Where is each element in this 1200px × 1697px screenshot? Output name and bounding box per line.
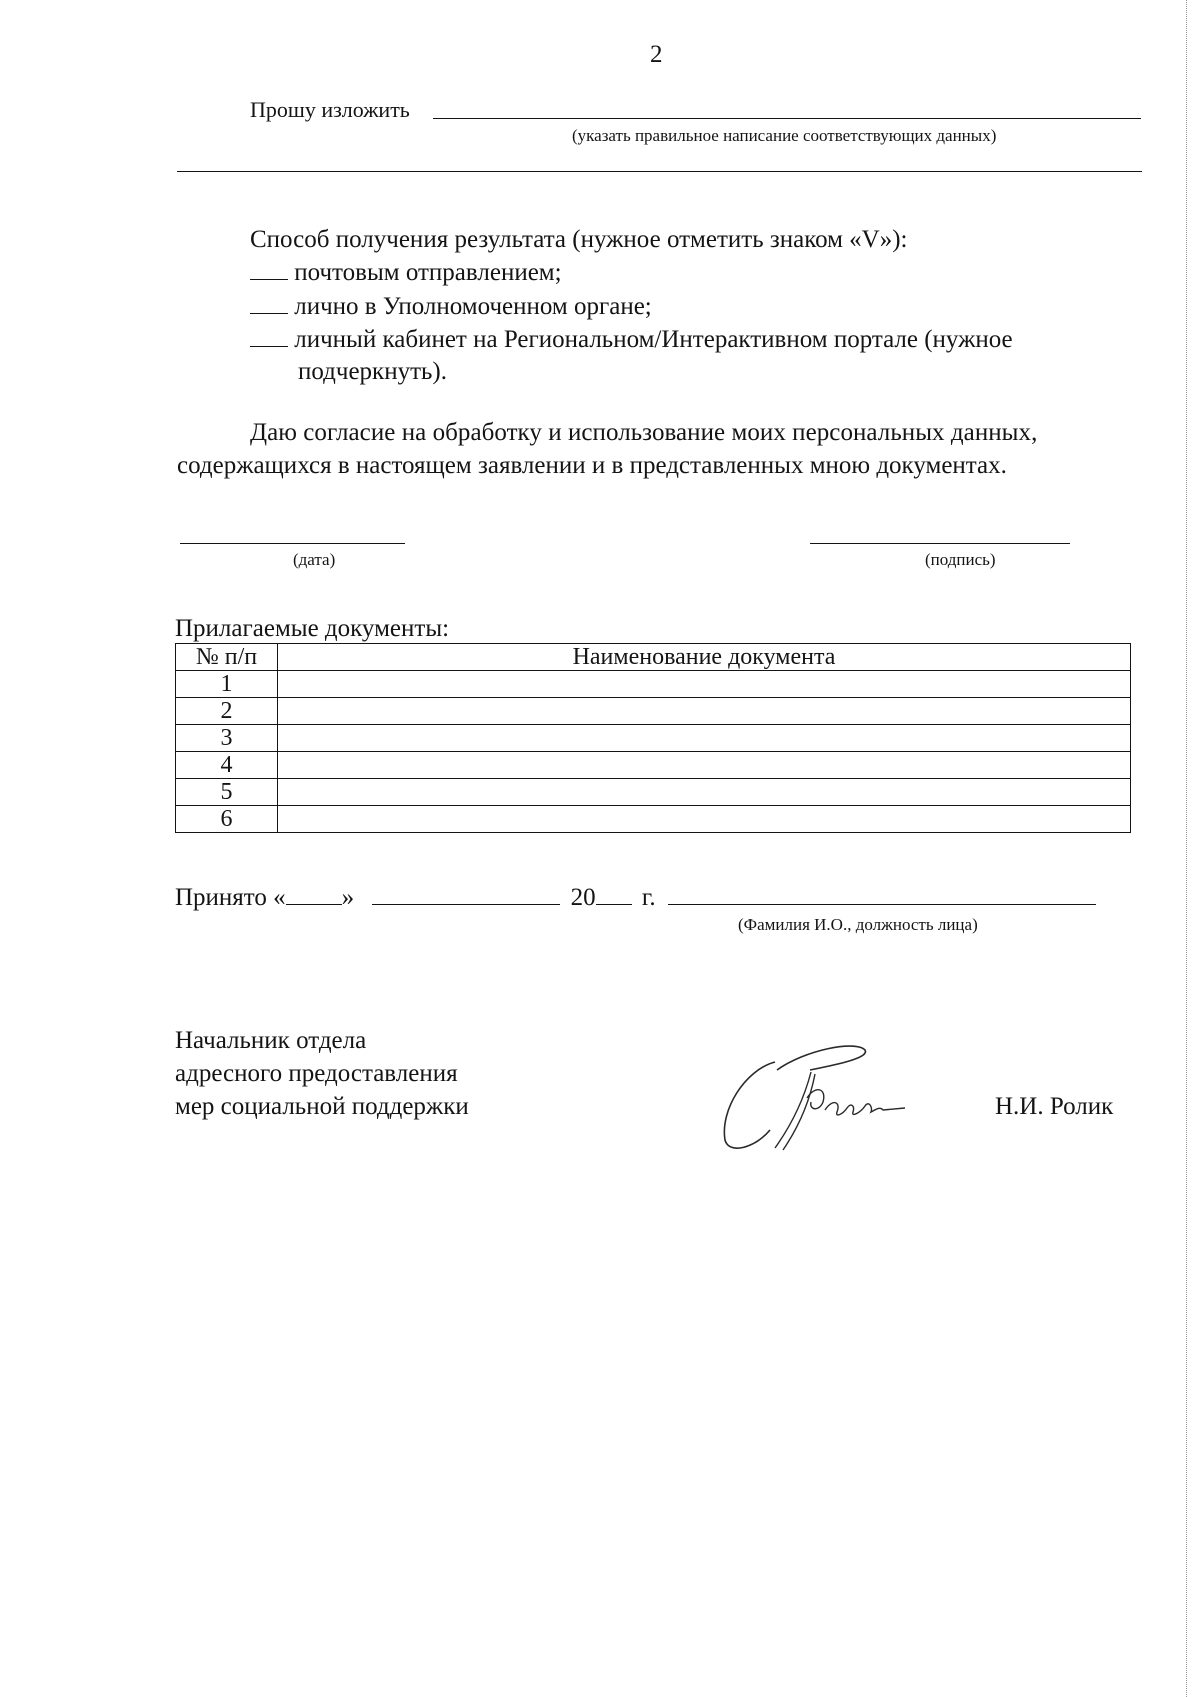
page-number: 2 (650, 41, 663, 68)
accepted-quote-close: » (341, 884, 355, 911)
checkbox-blank-post[interactable] (250, 257, 288, 280)
row-number: 6 (176, 806, 278, 833)
row-document-name[interactable] (278, 698, 1131, 725)
accepted-day-blank[interactable] (286, 882, 342, 905)
delivery-option-portal-label: личный кабинет на Региональном/Интерактивном портале (нужное (294, 326, 1013, 353)
request-line-2 (177, 171, 1142, 172)
request-line (433, 118, 1141, 119)
row-number: 2 (176, 698, 278, 725)
column-header-name: Наименование документа (278, 644, 1131, 671)
row-document-name[interactable] (278, 752, 1131, 779)
row-document-name[interactable] (278, 806, 1131, 833)
signature-caption: (подпись) (925, 550, 996, 569)
accepted-caption: (Фамилия И.О., должность лица) (738, 915, 978, 934)
row-number: 3 (176, 725, 278, 752)
delivery-option-post-label: почтовым отправлением; (294, 259, 562, 286)
accepted-year-blank[interactable] (596, 882, 632, 905)
consent-line-2: содержащихся в настоящем заявлении и в представленных мною документах. (177, 452, 1007, 479)
row-document-name[interactable] (278, 779, 1131, 806)
accepted-prefix: Принято « (175, 884, 286, 911)
accepted-year: 20 (570, 884, 596, 911)
delivery-option-in-person (250, 291, 652, 322)
handwritten-signature (715, 1040, 925, 1160)
consent-line-1: Даю согласие на обработку и использование моих персональных данных, (250, 419, 1038, 446)
table-row (176, 725, 1131, 752)
official-title-line-3: мер социальной поддержки (175, 1093, 469, 1120)
scan-edge-artifact (1186, 0, 1187, 1697)
accepted-line (175, 882, 1096, 913)
table-row (176, 698, 1131, 725)
table-row (176, 806, 1131, 833)
documents-table (175, 643, 1131, 833)
request-label: Прошу изложить (250, 97, 410, 122)
row-number: 4 (176, 752, 278, 779)
row-document-name[interactable] (278, 671, 1131, 698)
delivery-option-post (250, 257, 562, 288)
date-caption: (дата) (293, 550, 336, 569)
request-hint: (указать правильное написание соответствующих данных) (572, 126, 997, 145)
documents-title: Прилагаемые документы: (175, 615, 450, 642)
row-number: 5 (176, 779, 278, 806)
row-number: 1 (176, 671, 278, 698)
official-title-line-1: Начальник отдела (175, 1027, 367, 1054)
delivery-heading: Способ получения результата (нужное отметить знаком «V»): (250, 226, 908, 253)
accepted-person-blank[interactable] (668, 882, 1096, 905)
delivery-option-portal-cont: подчеркнуть). (298, 358, 447, 385)
checkbox-blank-in-person[interactable] (250, 291, 288, 314)
delivery-option-portal (250, 324, 1013, 355)
table-row (176, 752, 1131, 779)
row-document-name[interactable] (278, 725, 1131, 752)
date-line (180, 543, 405, 544)
accepted-year-suffix: г. (641, 884, 656, 911)
table-header-row (176, 644, 1131, 671)
checkbox-blank-portal[interactable] (250, 324, 288, 347)
accepted-month-blank[interactable] (372, 882, 560, 905)
delivery-option-in-person-label: лично в Уполномоченном органе; (294, 293, 652, 320)
column-header-number: № п/п (176, 644, 278, 671)
official-title-line-2: адресного предоставления (175, 1060, 458, 1087)
table-row (176, 671, 1131, 698)
official-name: Н.И. Ролик (995, 1093, 1114, 1120)
signature-line (810, 543, 1070, 544)
table-row (176, 779, 1131, 806)
